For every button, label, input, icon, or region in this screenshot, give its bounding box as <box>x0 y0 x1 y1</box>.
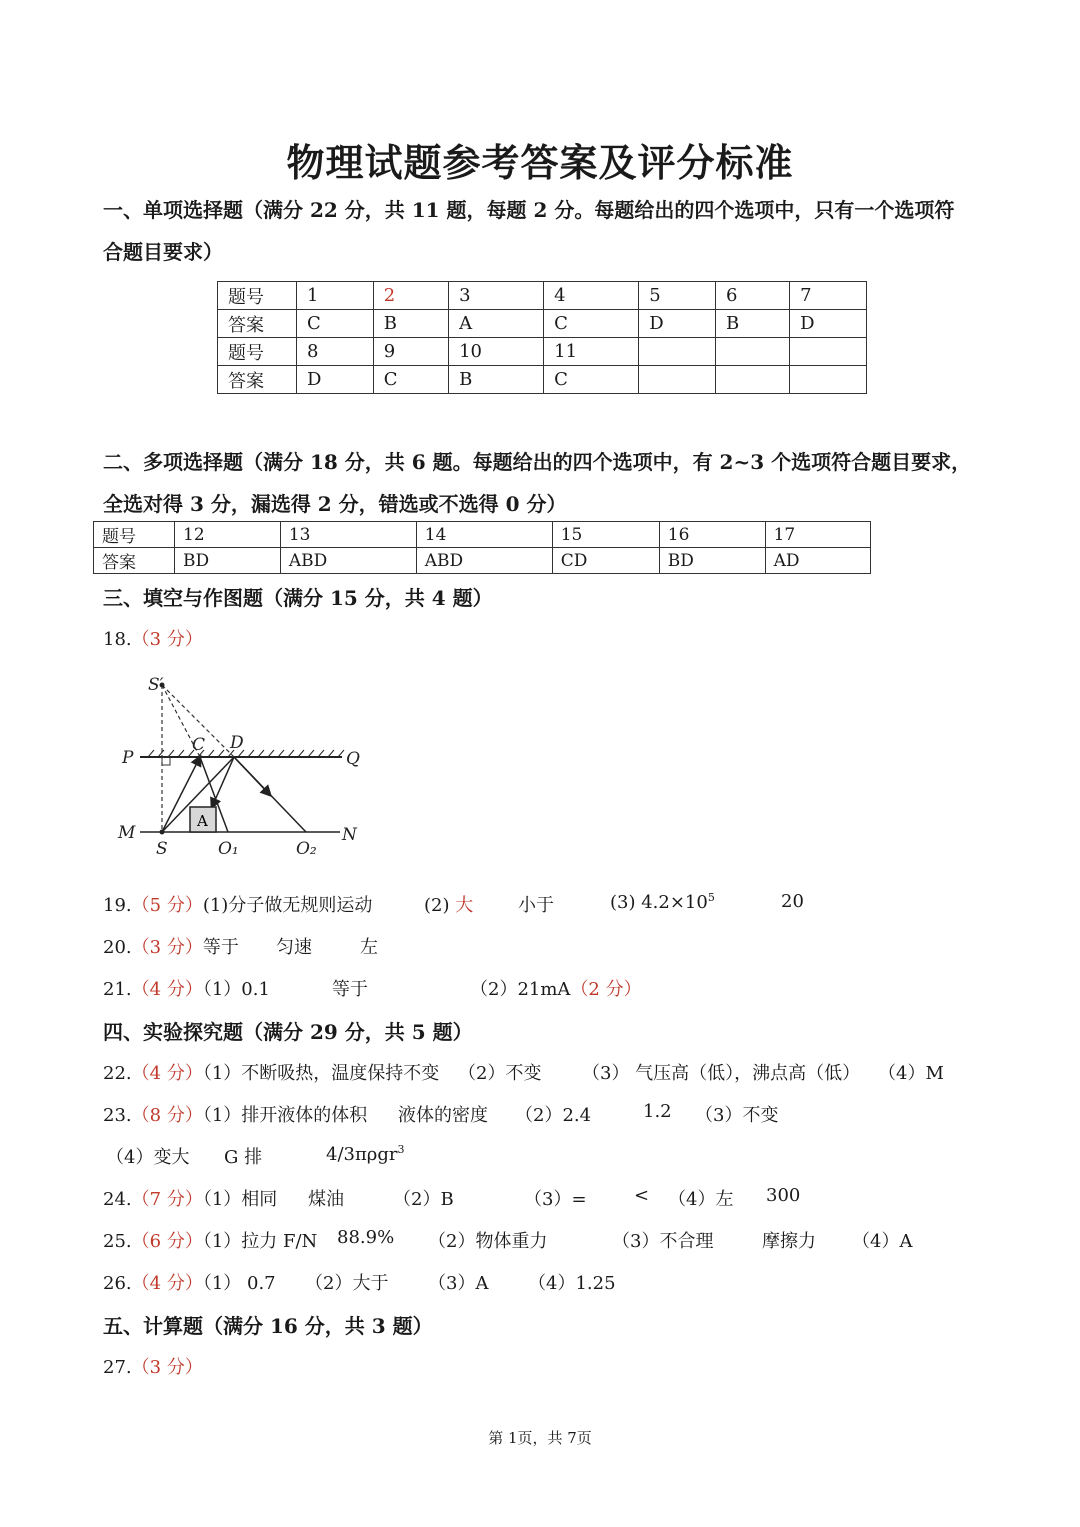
table-cell: D <box>639 310 716 338</box>
answer: （2）2.4 <box>515 1105 592 1126</box>
section2-heading-line1: 二、多项选择题（满分 18 分，共 6 题。每题给出的四个选项中，有 2~3 个选项符合题目要求， <box>103 450 972 474</box>
answer: (3) $4.2\times 10^5$ <box>610 891 715 913</box>
table-cell <box>790 338 867 366</box>
q24-line <box>103 1185 277 1211</box>
q27-line <box>103 1353 203 1379</box>
question-score: （4 分） <box>131 1063 203 1084</box>
answer: （2）大于 <box>305 1273 389 1294</box>
answer: 300 <box>766 1185 801 1206</box>
label-p: P <box>122 748 134 768</box>
section2-heading-line2: 全选对得 3 分，漏选得 2 分，错选或不选得 0 分） <box>103 492 567 516</box>
answer: （1）相同 <box>202 1189 278 1210</box>
question-score: （3 分） <box>131 937 203 958</box>
question-number: 22. <box>103 1063 132 1084</box>
label-n: N <box>342 825 357 845</box>
label-s-prime: S′ <box>148 675 164 695</box>
question-score: （5 分） <box>131 895 203 916</box>
answer: （3）= <box>524 1189 587 1210</box>
table-cell: 6 <box>716 282 790 310</box>
table-cell: 13 <box>280 522 416 548</box>
answer: （1）排开液体的体积 <box>202 1105 368 1126</box>
answer: 摩擦力 <box>762 1231 816 1252</box>
table-cell: 8 <box>297 338 374 366</box>
table-cell: 14 <box>416 522 552 548</box>
question-score: （7 分） <box>131 1189 203 1210</box>
table-row <box>94 522 871 548</box>
question-number: 18. <box>103 629 132 650</box>
light-rays <box>162 757 306 832</box>
answer: 小于 <box>518 895 554 916</box>
question-number: 24. <box>103 1189 132 1210</box>
answer: 液体的密度 <box>398 1105 488 1126</box>
answer: （3）不合理 <box>612 1231 714 1252</box>
table-cell: B <box>449 366 544 394</box>
q21-line <box>103 975 270 1001</box>
question-score: （8 分） <box>131 1105 203 1126</box>
answer: （3） 气压高（低），沸点高（低） <box>582 1063 861 1084</box>
section1-heading-line2: 合题目要求） <box>103 240 223 264</box>
answer: (1)分子做无规则运动 <box>202 895 373 916</box>
question-score: （3 分） <box>131 629 203 650</box>
point-s <box>160 830 165 835</box>
table-row <box>218 366 867 394</box>
multi-choice-table <box>93 521 871 574</box>
row-label: 答案 <box>218 366 297 394</box>
label-m: M <box>118 823 136 843</box>
reflection-diagram <box>110 670 370 865</box>
question-number: 20. <box>103 937 132 958</box>
table-row <box>218 310 867 338</box>
table-cell: 1 <box>297 282 374 310</box>
row-label: 答案 <box>94 548 175 574</box>
table-cell <box>716 366 790 394</box>
answer: < <box>634 1185 650 1206</box>
ray-to-a <box>212 757 234 807</box>
row-label: 题号 <box>94 522 175 548</box>
label-o1: O₁ <box>218 839 239 859</box>
table-cell: ABD <box>280 548 416 574</box>
row-label: 题号 <box>218 282 297 310</box>
answer: （4）M <box>878 1063 944 1084</box>
question-number: 19. <box>103 895 132 916</box>
answer: （4）左 <box>668 1189 734 1210</box>
table-row <box>218 338 867 366</box>
table-cell: 10 <box>449 338 544 366</box>
answer: （4）A <box>852 1231 913 1252</box>
answer: 1.2 <box>643 1101 672 1122</box>
table-cell <box>639 338 716 366</box>
answer: 匀速 <box>276 937 312 958</box>
answer: （3）A <box>428 1273 489 1294</box>
label-d: D <box>230 733 244 753</box>
table-cell: AD <box>765 548 870 574</box>
q19-line <box>103 891 372 917</box>
section1-heading-line1: 一、单项选择题（满分 22 分，共 11 题，每题 2 分。每题给出的四个选项中，只有一个选项符 <box>103 198 955 222</box>
answer: （2）物体重力 <box>428 1231 548 1252</box>
table-cell: CD <box>552 548 659 574</box>
row-label: 题号 <box>218 338 297 366</box>
table-cell: C <box>544 310 639 338</box>
table-cell: D <box>790 310 867 338</box>
table-cell: 4 <box>544 282 639 310</box>
q23-line <box>103 1101 367 1127</box>
answer: （1） 0.7 <box>202 1273 276 1294</box>
answer: (2) 大 <box>424 895 474 916</box>
question-number: 23. <box>103 1105 132 1126</box>
table-cell <box>790 366 867 394</box>
answer: （1）拉力 F/N <box>202 1231 318 1252</box>
answer: 煤油 <box>308 1189 344 1210</box>
answer: 等于 <box>332 979 368 1000</box>
answer: G 排 <box>224 1147 263 1168</box>
table-cell: BD <box>659 548 765 574</box>
answer: 4/3πρgr$^3$ <box>326 1143 405 1165</box>
question-number: 27. <box>103 1357 132 1378</box>
label-o2: O₂ <box>296 839 317 859</box>
table-cell: A <box>449 310 544 338</box>
question-score: （4 分） <box>131 979 203 1000</box>
question-number: 21. <box>103 979 132 1000</box>
table-cell <box>639 366 716 394</box>
ray-reflected <box>234 757 270 795</box>
table-cell: 12 <box>175 522 281 548</box>
answer: 88.9% <box>337 1227 395 1248</box>
table-cell: 9 <box>373 338 448 366</box>
answer: 等于 <box>202 937 239 958</box>
question-score: （3 分） <box>131 1357 203 1378</box>
table-cell: B <box>716 310 790 338</box>
table-cell: 17 <box>765 522 870 548</box>
table-cell: 5 <box>639 282 716 310</box>
table-cell: BD <box>175 548 281 574</box>
table-row <box>218 282 867 310</box>
answer: （2）B <box>393 1189 454 1210</box>
answer: （4）1.25 <box>528 1273 616 1294</box>
q25-line <box>103 1227 317 1253</box>
question-number: 26. <box>103 1273 132 1294</box>
answer: 左 <box>360 937 378 958</box>
answer: 20 <box>781 891 804 912</box>
table-cell: 3 <box>449 282 544 310</box>
table-cell: B <box>373 310 448 338</box>
label-q: Q <box>346 749 360 769</box>
table-cell: 15 <box>552 522 659 548</box>
answer: （2）不变 <box>458 1063 542 1084</box>
answer: （1）不断吸热，温度保持不变 <box>202 1063 440 1084</box>
label-c: C <box>192 735 206 755</box>
page-footer: 第 1页，共 7页 <box>488 1429 592 1447</box>
answer: （3）不变 <box>695 1105 779 1126</box>
label-a: A <box>197 812 208 830</box>
q18-line <box>103 625 203 651</box>
table-cell: 7 <box>790 282 867 310</box>
table-cell: C <box>373 366 448 394</box>
right-angle-mark <box>162 757 170 765</box>
table-cell: 2 <box>373 282 448 310</box>
table-cell: C <box>544 366 639 394</box>
q26-line <box>103 1269 276 1295</box>
row-label: 答案 <box>218 310 297 338</box>
section5-heading: 五、计算题（满分 16 分，共 3 题） <box>103 1314 433 1338</box>
question-number: 25. <box>103 1231 132 1252</box>
question-score: （4 分） <box>131 1273 203 1294</box>
section3-heading: 三、填空与作图题（满分 15 分，共 4 题） <box>103 586 493 610</box>
answer: （1）0.1 <box>202 979 270 1000</box>
question-score: （6 分） <box>131 1231 203 1252</box>
mirror-hatching <box>148 750 344 757</box>
table-cell: ABD <box>416 548 552 574</box>
q22-line <box>103 1059 439 1085</box>
table-cell <box>716 338 790 366</box>
table-row <box>94 548 871 574</box>
answer: （4）变大 <box>106 1147 190 1168</box>
table-cell: C <box>297 310 374 338</box>
q20-line <box>103 933 239 959</box>
table-cell: 16 <box>659 522 765 548</box>
page-title: 物理试题参考答案及评分标准 <box>286 140 794 185</box>
section4-heading: 四、实验探究题（满分 29 分，共 5 题） <box>103 1020 473 1044</box>
answer: （2）21mA（2 分） <box>470 979 642 1000</box>
single-choice-table <box>217 281 867 394</box>
table-cell: D <box>297 366 374 394</box>
label-s: S <box>156 839 168 859</box>
table-cell: 11 <box>544 338 639 366</box>
